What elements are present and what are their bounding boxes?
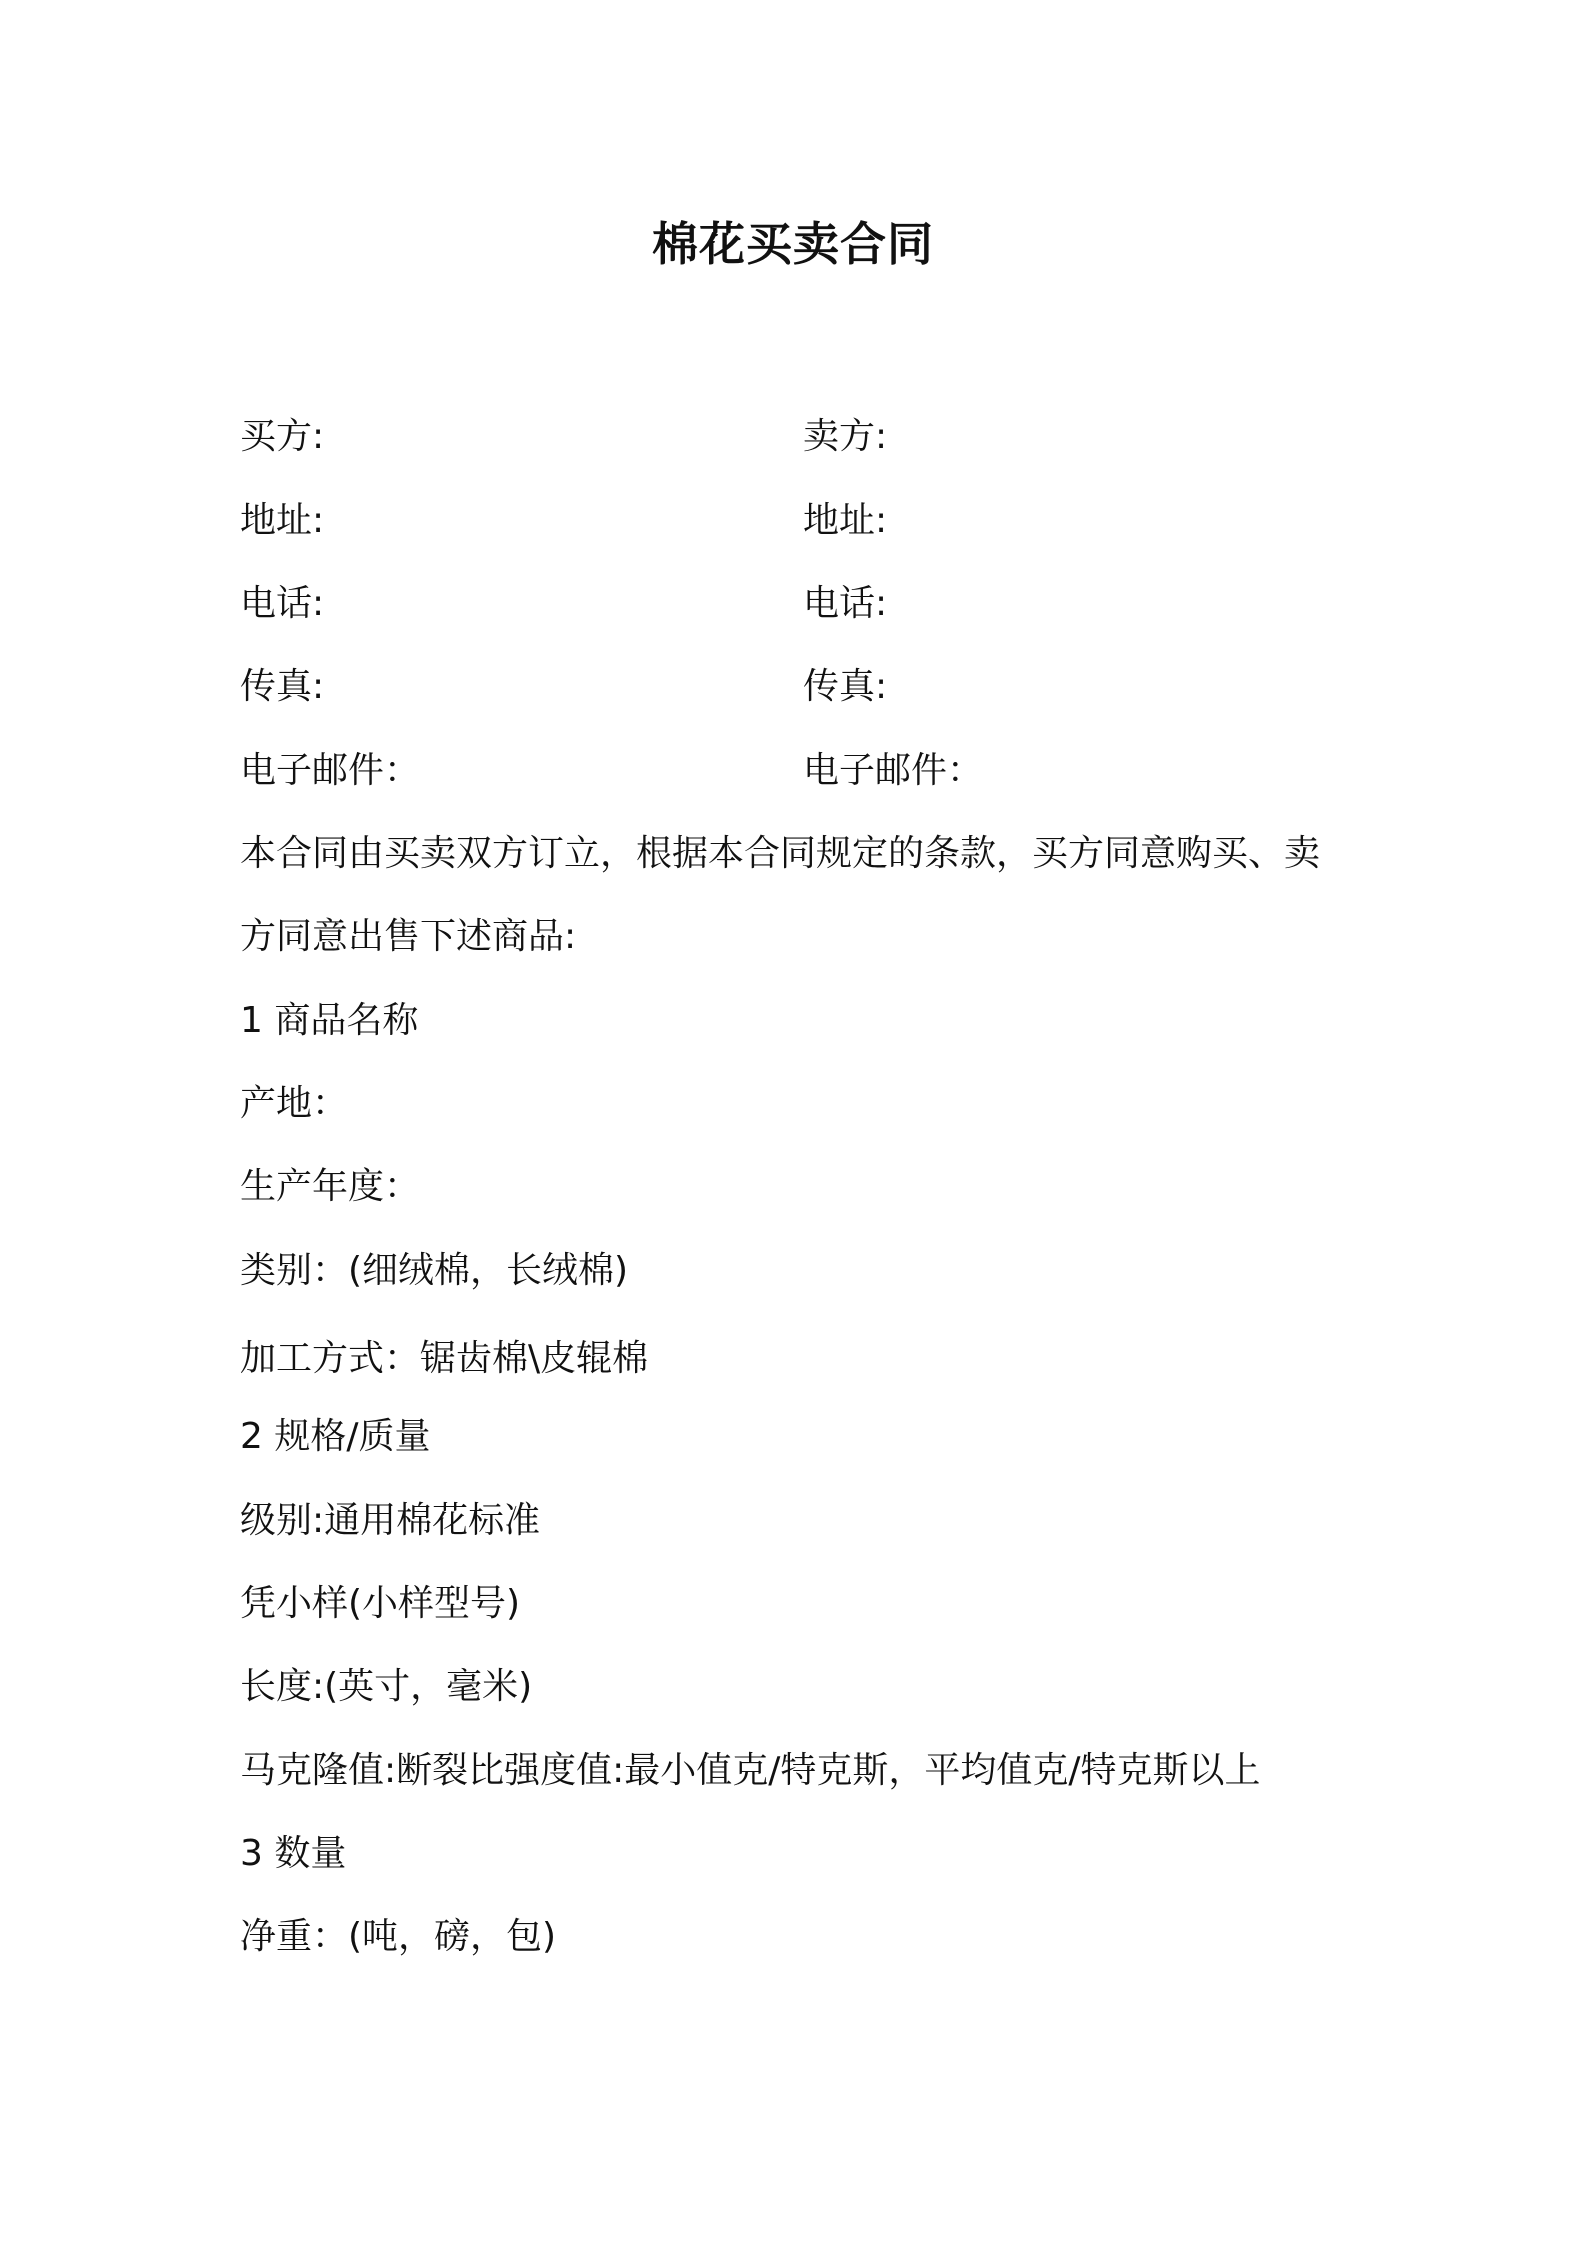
origin-label: 产地：: [240, 1083, 349, 1124]
net-weight-label: 净重：(吨，磅，包): [240, 1916, 557, 1957]
grade-label: 级别:通用棉花标准: [240, 1500, 541, 1541]
category-label: 类别：(细绒棉，长绒棉): [240, 1250, 629, 1291]
intro-line-2: 方同意出售下述商品:: [240, 916, 577, 957]
buyer-address-label: 地址:: [240, 500, 325, 541]
section-1-heading: 1 商品名称: [240, 1000, 419, 1041]
section-3-heading: 3 数量: [240, 1833, 347, 1874]
buyer-email-label: 电子邮件：: [240, 750, 421, 791]
processing-label: 加工方式：锯齿棉\皮辊棉: [240, 1338, 649, 1379]
section-2-heading: 2 规格/质量: [240, 1416, 431, 1457]
buyer-fax-label: 传真:: [240, 666, 325, 707]
intro-line-1: 本合同由买卖双方订立，根据本合同规定的条款，买方同意购买、卖: [240, 833, 1321, 874]
length-label: 长度:(英寸，毫米): [240, 1666, 533, 1707]
seller-email-label: 电子邮件：: [803, 750, 984, 791]
document-title: 棉花买卖合同: [652, 217, 934, 271]
buyer-phone-label: 电话:: [240, 583, 325, 624]
seller-fax-label: 传真:: [803, 666, 888, 707]
seller-phone-label: 电话:: [803, 583, 888, 624]
sample-label: 凭小样(小样型号): [240, 1583, 521, 1624]
production-year-label: 生产年度：: [240, 1166, 421, 1207]
seller-name-label: 卖方:: [803, 416, 888, 457]
micronaire-strength-label: 马克隆值:断裂比强度值:最小值克/特克斯，平均值克/特克斯以上: [240, 1750, 1261, 1791]
buyer-name-label: 买方:: [240, 416, 325, 457]
seller-address-label: 地址:: [803, 500, 888, 541]
